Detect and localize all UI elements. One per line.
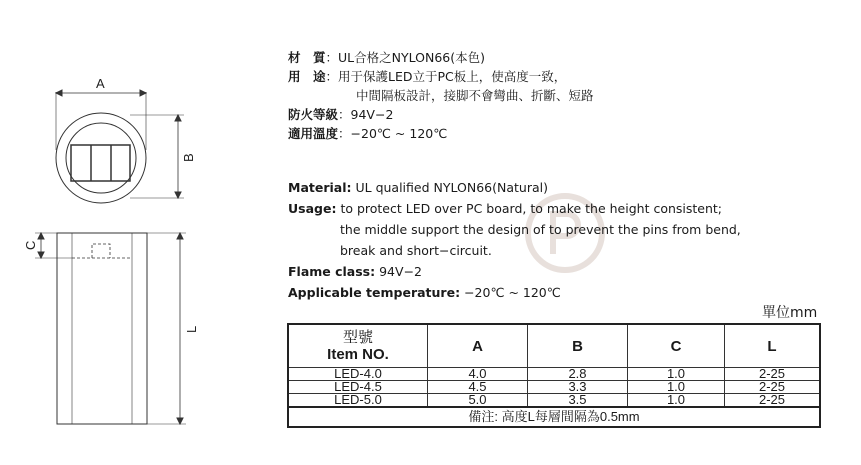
dim-b-label: B: [181, 153, 196, 162]
table-row: LED-4.0 4.0 2.8 1.0 2-25: [288, 368, 820, 381]
usage-row-zh: 用 途：用于保護LED立于PC板上，使高度一致，: [288, 69, 567, 84]
material-value-zh: UL合格之NYLON66(本色): [338, 50, 485, 65]
flame-row-en: [288, 261, 741, 282]
material-label-zh: 材 質: [288, 50, 326, 65]
temp-label-en: Applicable temperature:: [288, 285, 461, 300]
table-row: LED-5.0 5.0 3.5 1.0 2-25: [288, 394, 820, 408]
material-row-zh: 材 質：UL合格之NYLON66(本色): [288, 50, 485, 65]
table-note: 備注: 高度L每層間隔為0.5mm: [288, 407, 820, 427]
temp-value-zh: −20℃ ~ 120℃: [350, 126, 448, 141]
dim-a-label: A: [96, 76, 105, 91]
temp-row-en: [288, 282, 741, 303]
usage-value-en-3: break and short−circuit.: [340, 243, 492, 258]
usage-value-en-2: the middle support the design of to prevent the pins from bend,: [340, 222, 741, 237]
top-view-outer-circle: [56, 113, 146, 203]
usage-value-zh-1: 用于保護LED立于PC板上，使高度一致，: [338, 69, 567, 84]
table-note-row: [288, 407, 820, 427]
flame-label-en: Flame class:: [288, 264, 376, 279]
specs-chinese: [288, 48, 594, 143]
flame-value-en: 94V−2: [379, 264, 422, 279]
top-view-slot: [71, 145, 130, 181]
usage-row-en-3: [288, 240, 741, 261]
usage-label-zh: 用 途: [288, 69, 326, 84]
header-c: C: [628, 324, 725, 368]
side-view-body: [57, 233, 147, 424]
header-item: 型號 Item NO.: [288, 324, 428, 368]
usage-label-en: Usage:: [288, 201, 337, 216]
dim-c-label: C: [23, 240, 38, 250]
spec-table: [287, 323, 821, 428]
usage-row-en: [288, 198, 741, 219]
usage-row-zh-2: [288, 86, 594, 105]
usage-value-zh-2: 中間隔板設計，接脚不會彎曲、折斷、短路: [356, 88, 594, 103]
header-b: B: [528, 324, 628, 368]
top-view-inner-circle: [66, 123, 136, 193]
material-label-en: Material:: [288, 180, 352, 195]
header-l: L: [725, 324, 821, 368]
temp-label-zh: 適用溫度: [288, 126, 339, 141]
flame-value-zh: 94V−2: [350, 107, 394, 122]
table-header-row: [288, 324, 820, 368]
unit-label: 單位mm: [762, 305, 818, 321]
specs-english: [288, 177, 741, 303]
temp-value-en: −20℃ ~ 120℃: [464, 285, 561, 300]
temp-row-zh: 適用溫度：−20℃ ~ 120℃: [288, 126, 448, 141]
header-a: A: [428, 324, 528, 368]
usage-row-en-2: [288, 219, 741, 240]
flame-row-zh: 防火等級：94V−2: [288, 107, 394, 122]
technical-drawing: [0, 0, 280, 465]
material-row-en: [288, 177, 741, 198]
usage-value-en-1: to protect LED over PC board, to make the height consistent;: [340, 201, 723, 216]
table-row: LED-4.5 4.5 3.3 1.0 2-25: [288, 381, 820, 394]
material-value-en: UL qualified NYLON66(Natural): [355, 180, 548, 195]
flame-label-zh: 防火等級: [288, 107, 339, 122]
dim-l-label: L: [184, 325, 199, 333]
